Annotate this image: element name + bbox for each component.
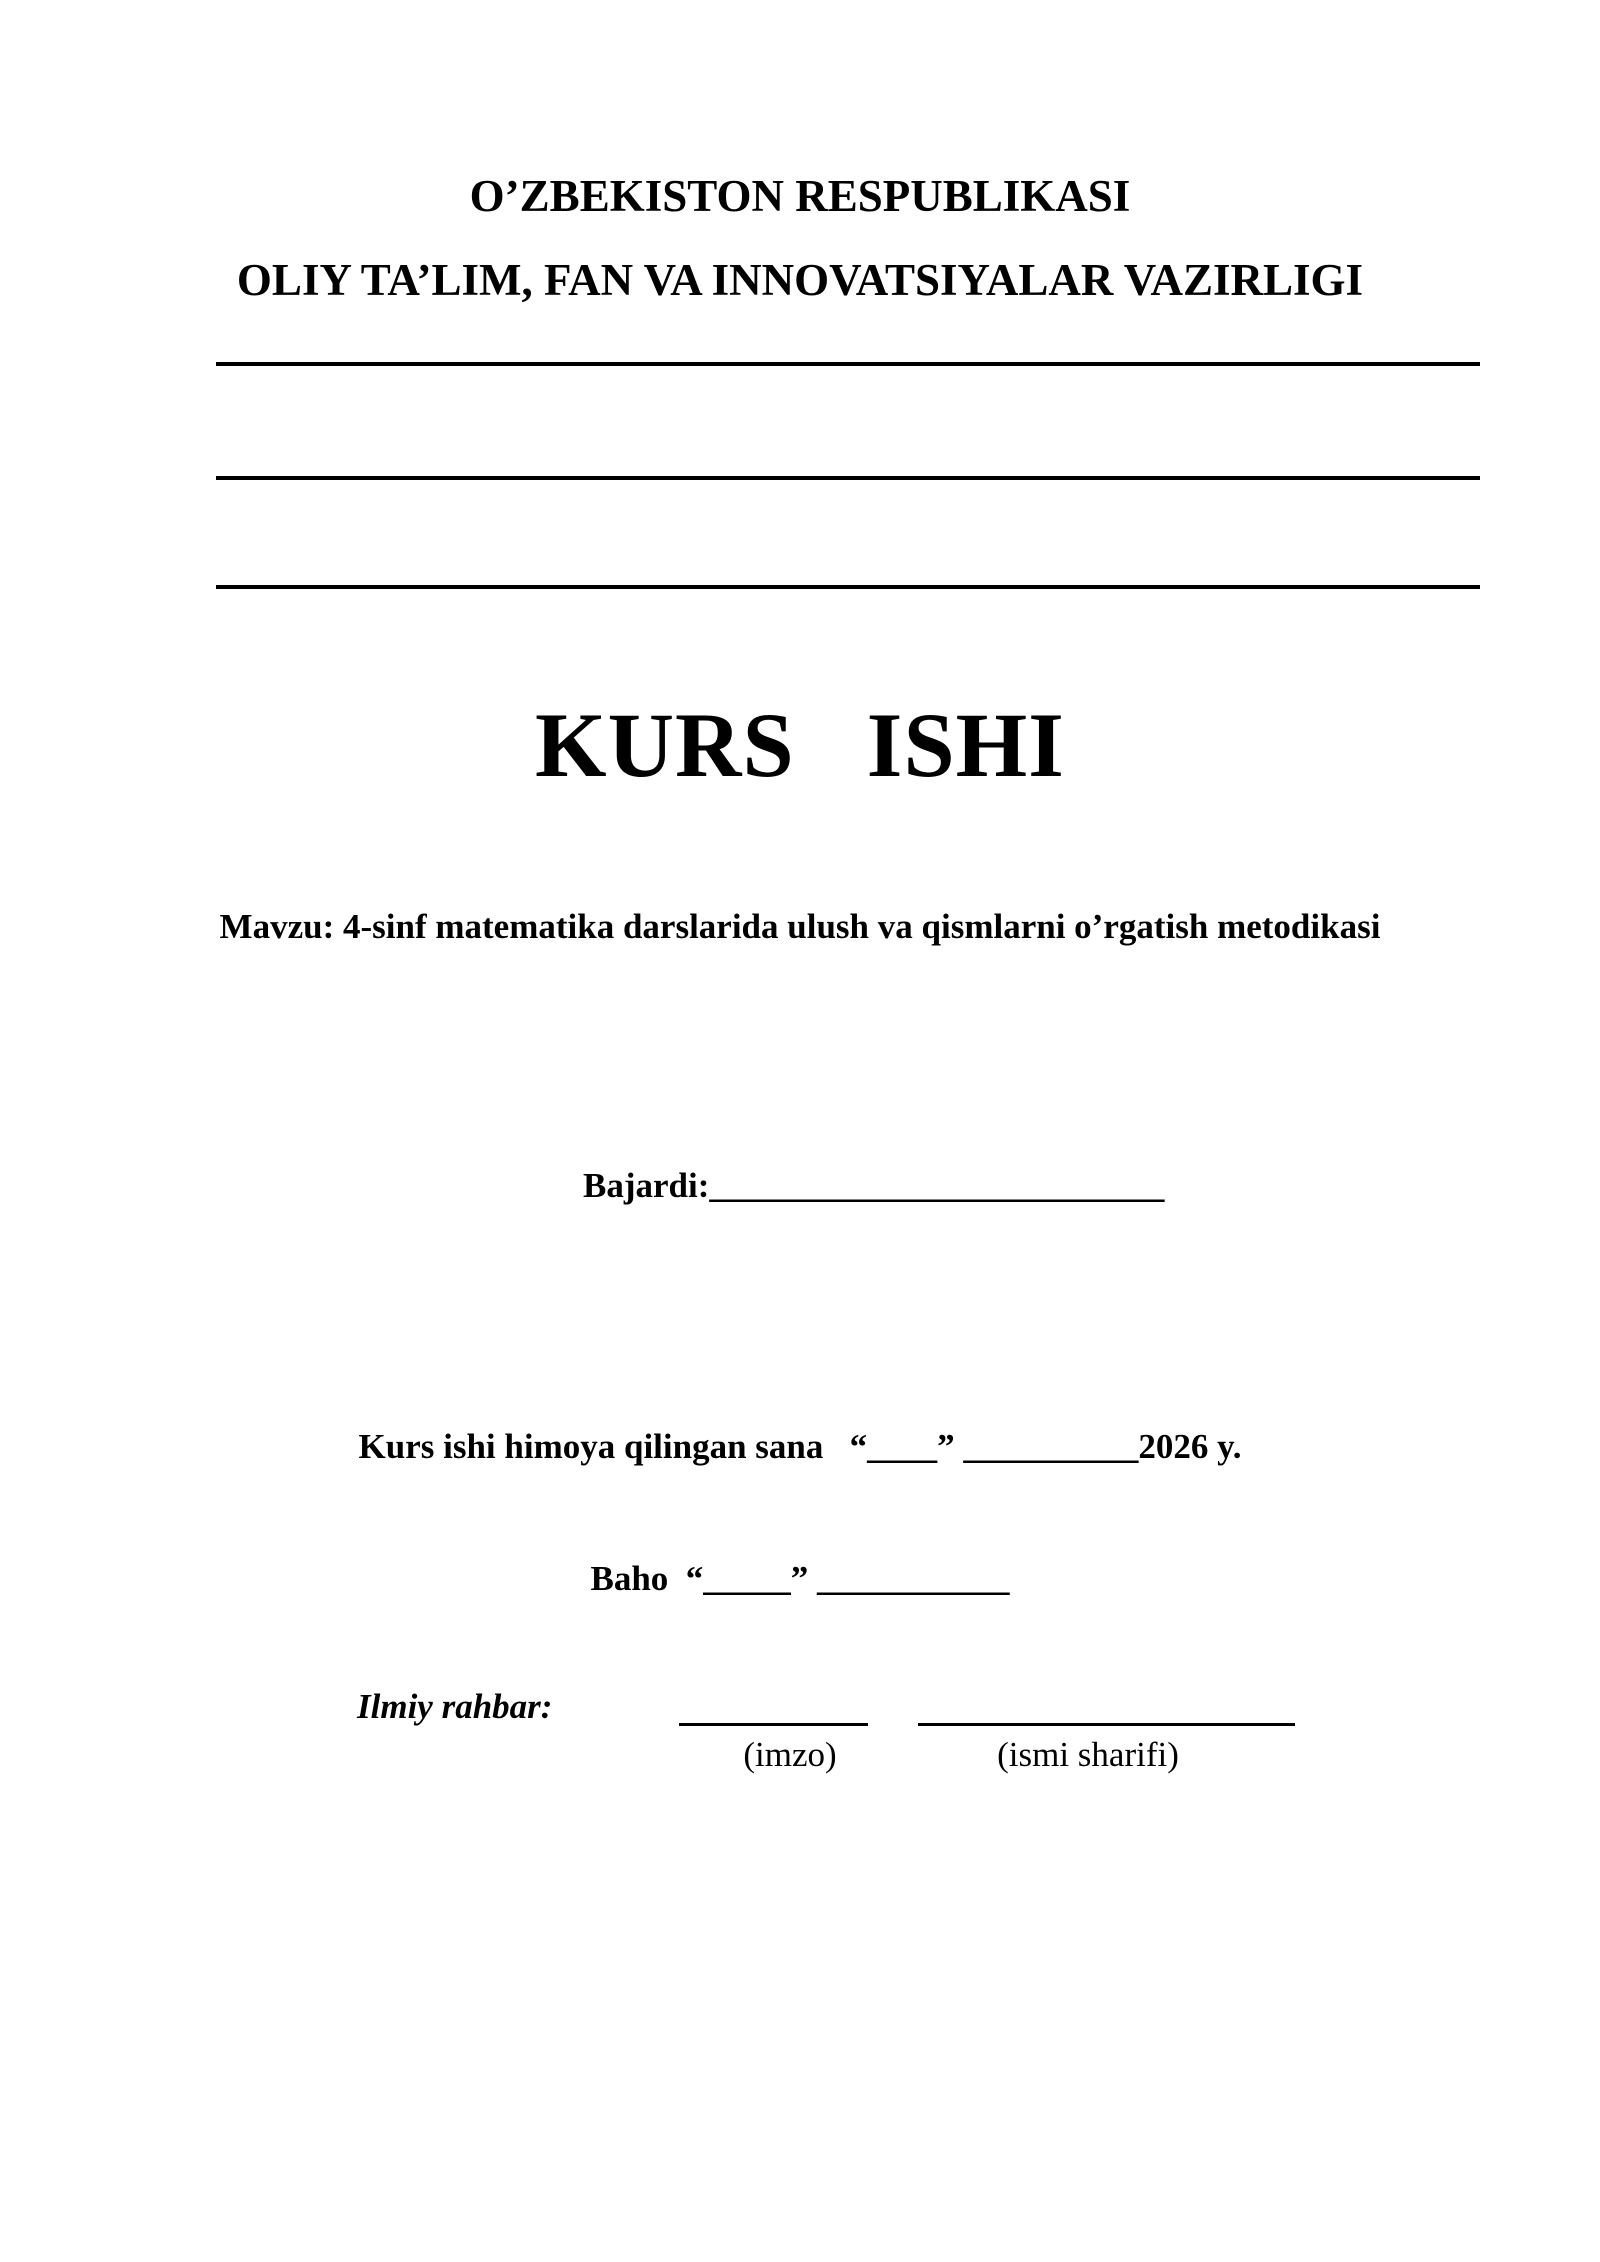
ministry-heading: OLIY TA’LIM, FAN VA INNOVATSIYALAR VAZIRLIGI	[236, 255, 1364, 305]
signature-line	[679, 1723, 868, 1726]
country-heading: O’ZBEKISTON RESPUBLIKASI	[469, 171, 1131, 221]
document-title: KURS ISHI	[535, 694, 1065, 796]
institution-blank-line-3	[216, 585, 1480, 589]
defense-date-field: Kurs ishi himoya qilingan sana “____” __________2026 y.	[358, 1427, 1242, 1466]
topic-line: Mavzu: 4-sinf matematika darslarida ulush va qismlarni o’rgatish metodikasi	[219, 907, 1381, 946]
performed-by-field: Bajardi:__________________________	[583, 1166, 1165, 1205]
institution-blank-line-1	[216, 362, 1480, 366]
name-caption: (ismi sharifi)	[997, 1735, 1179, 1774]
signature-caption: (imzo)	[743, 1735, 837, 1774]
supervisor-name-line	[918, 1723, 1295, 1726]
supervisor-label: Ilmiy rahbar:	[357, 1687, 553, 1726]
grade-field: Baho “_____” ___________	[590, 1559, 1010, 1598]
institution-blank-line-2	[216, 476, 1480, 480]
